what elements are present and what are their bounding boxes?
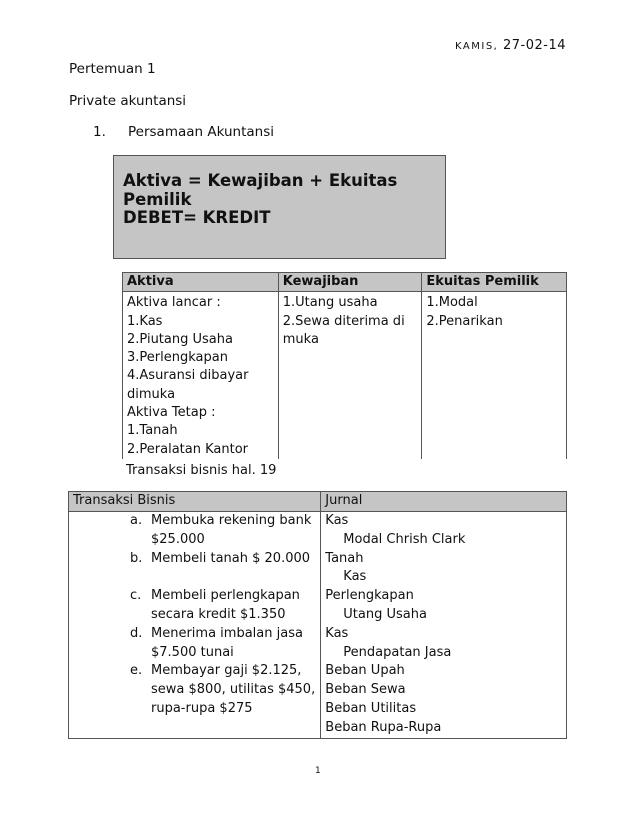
equation-line: Aktiva = Kewajiban + Ekuitas Pemilik [123,171,398,209]
aktiva-line: 1.Tanah [127,423,178,439]
item-line: $25.000 [151,531,205,547]
equation-box [113,155,446,259]
item-line: Membeli tanah $ 20.000 [151,550,311,566]
transactions-cell [69,512,321,739]
header-day: KAMIS, [455,41,499,52]
accounts-table [122,272,567,459]
meeting-title: Pertemuan 1 [69,61,156,77]
kewajiban-cell [278,292,422,459]
item-line: Membayar gaji $2.125, [151,663,302,679]
kewajiban-line: muka [282,331,319,347]
item-label: d. [130,625,143,641]
reference-note: Transaksi bisnis hal. 19 [126,463,277,478]
transaction-item [130,662,316,718]
journal-line: Perlengkapan [325,588,414,604]
aktiva-line: 2.Peralatan Kantor [127,441,248,457]
item-label: a. [130,513,143,528]
journal-line: Kas [325,625,349,641]
item-label: b. [130,550,143,566]
section-number: 1. [93,124,106,140]
transaction-item [130,625,316,663]
item-line: $7.500 tunai [151,644,234,660]
transaction-list [73,512,316,719]
aktiva-line: 3.Perlengkapan [127,350,228,366]
aktiva-line: dimuka [127,386,176,402]
accounts-header-row [123,273,567,292]
header-date [455,38,566,53]
transactions-body-row [69,512,567,739]
header-ekuitas: Ekuitas Pemilik [422,273,567,292]
journal-line: Beban Utilitas [325,700,417,716]
subject-title: Private akuntansi [69,93,187,109]
aktiva-line: 2.Piutang Usaha [127,331,233,347]
transaction-item [130,587,316,625]
transactions-table [68,491,567,739]
item-line: Membuka rekening bank [151,513,312,528]
item-line: Menerima imbalan jasa [151,625,303,641]
page-number: 1 [315,766,321,776]
header-kewajiban: Kewajiban [278,273,422,292]
ekuitas-line: 2.Penarikan [426,313,503,329]
ekuitas-cell [422,292,567,459]
item-line: sewa $800, utilitas $450, [151,682,316,698]
transaction-item [130,550,316,569]
item-label: c. [130,588,142,604]
journal-line: Beban Upah [325,663,405,679]
aktiva-line: Aktiva Tetap : [127,405,216,421]
transaction-item [130,512,316,550]
journal-line: Beban Rupa-Rupa [325,719,442,735]
journal-cell [321,512,567,739]
aktiva-cell [123,292,279,459]
header-transaksi: Transaksi Bisnis [69,492,321,512]
aktiva-line: Aktiva lancar : [127,295,221,311]
item-line: Membeli perlengkapan [151,588,300,604]
item-label: e. [130,663,143,679]
header-jurnal: Jurnal [321,492,567,512]
aktiva-line: 4.Asuransi dibayar [127,368,249,384]
header-date-value: 27-02-14 [502,38,566,53]
journal-line: Kas [343,569,367,585]
transactions-header-row [69,492,567,512]
kewajiban-line: 2.Sewa diterima di [282,313,405,329]
journal-line: Pendapatan Jasa [343,644,452,660]
journal-line: Utang Usaha [343,606,427,622]
journal-line: Beban Sewa [325,682,406,698]
journal-line: Modal Chrish Clark [343,531,466,547]
accounts-body-row [123,292,567,459]
item-line: secara kredit $1.350 [151,606,286,622]
journal-line: Tanah [325,550,364,566]
header-aktiva: Aktiva [123,273,279,292]
debit-credit-line: DEBET= KREDIT [123,208,271,227]
aktiva-line: 1.Kas [127,313,163,329]
item-line: rupa-rupa $275 [151,700,253,716]
ekuitas-line: 1.Modal [426,295,478,311]
journal-line: Kas [325,513,349,528]
kewajiban-line: 1.Utang usaha [282,295,378,311]
section-title: Persamaan Akuntansi [128,124,275,140]
